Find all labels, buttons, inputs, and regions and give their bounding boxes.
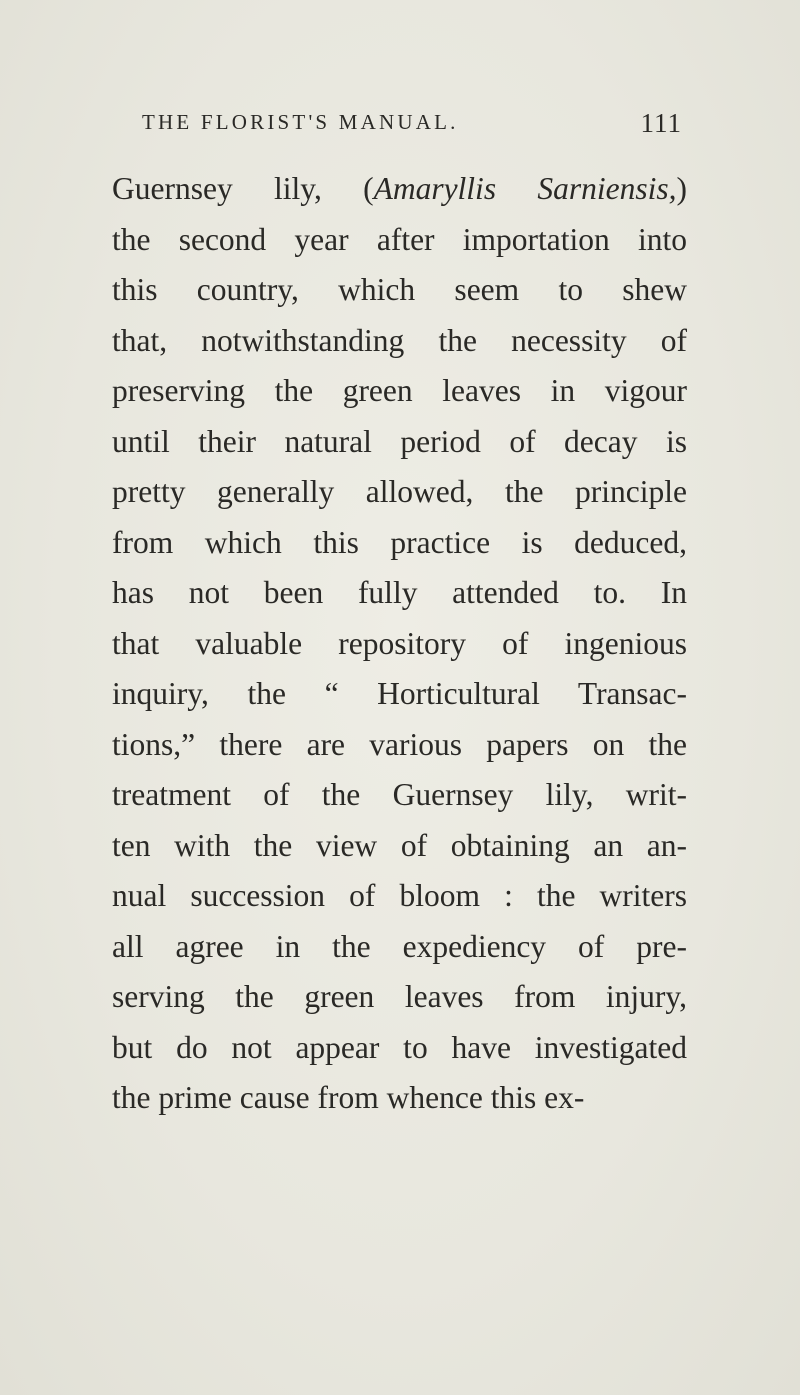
page-number: 111	[640, 108, 682, 138]
text-line: inquiry, the “ Horticultural Transac-	[112, 676, 687, 711]
text-line: all agree in the expediency of pre-	[112, 928, 687, 964]
text-line: pretty generally allowed, the principle	[112, 474, 687, 509]
running-head	[142, 108, 682, 148]
text-line: the second year after importation into	[112, 221, 687, 257]
text-line: tions,” there are various papers on the	[112, 726, 687, 762]
body-text	[112, 164, 687, 1124]
text-line: nual succession of bloom : the writers	[112, 878, 687, 913]
text-line: treatment of the Guernsey lily, writ-	[112, 777, 687, 812]
text-line: but do not appear to have investigated	[112, 1029, 687, 1065]
running-title: THE FLORIST'S MANUAL.	[142, 110, 459, 134]
text-line	[112, 164, 687, 215]
text-line: this country, which seem to shew	[112, 272, 687, 307]
text-fragment: Guernsey lily, (	[112, 171, 374, 206]
text-line: that valuable repository of ingenious	[112, 625, 687, 661]
text-line: that, notwithstanding the necessity of	[112, 322, 687, 358]
text-fragment: )	[676, 171, 687, 206]
text-line: the prime cause from whence this ex-	[112, 1080, 585, 1115]
text-line: until their natural period of decay is	[112, 423, 687, 459]
text-line: has not been fully attended to. In	[112, 575, 687, 610]
italic-botanical-name: Amaryllis Sarniensis,	[373, 171, 677, 206]
text-line: ten with the view of obtaining an an-	[112, 827, 687, 863]
text-line: from which this practice is deduced,	[112, 524, 687, 560]
text-line: serving the green leaves from injury,	[112, 979, 687, 1014]
text-line: preserving the green leaves in vigour	[112, 373, 687, 408]
